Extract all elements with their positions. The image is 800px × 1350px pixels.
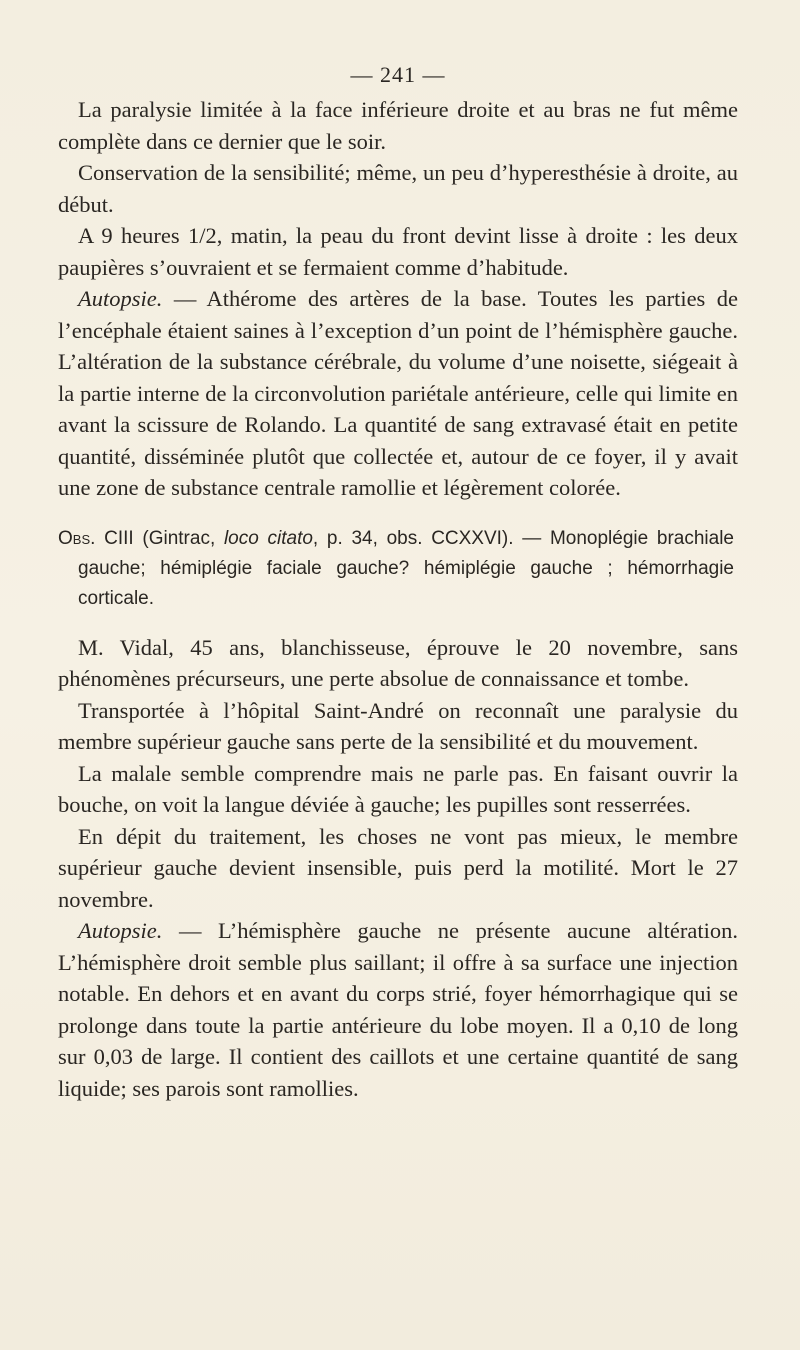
paragraph-autopsie-2 bbox=[58, 915, 738, 1104]
paragraph-vidal: M. Vidal, 45 ans, blanchisseuse, éprouve le 20 novembre, sans phénomènes précurseurs, une perte absolue de connaissance et tombe. bbox=[58, 634, 738, 691]
paragraph-autopsie-1 bbox=[58, 283, 738, 504]
autopsie-text: — Athérome des artères de la base. Toutes les parties de l’encéphale étaient saines à l’exception d’un point de l’hémisphère gauche. L’altération de la substance cérébrale, du volume d’une noisette, siégeait à la partie interne de la circonvolution pariétale antérieure, celle qui limite en avant la scissure de Rolando. La quantité de sang extravasé était en petite quantité, disséminée plutôt que collectée et, autour de ce foyer, il y avait une zone de substance centrale ramollie et légèrement colorée. bbox=[58, 286, 738, 500]
obs-ref-start: . CIII (Gintrac, bbox=[90, 527, 224, 549]
page-number: — 241 — bbox=[350, 62, 446, 87]
paragraph-malade: La malale semble comprendre mais ne parle pas. En faisant ouvrir la bouche, on voit la langue déviée à gauche; les pupilles sont resserrées. bbox=[58, 760, 738, 817]
paragraph-transportee: Transportée à l’hôpital Saint-André on reconnaît une paralysie du membre supérieur gauche sans perte de la sensibilité et du mouvement. bbox=[58, 697, 738, 754]
paragraph-conservation: Conservation de la sensibilité; même, un peu d’hyperesthésie à droite, au début. bbox=[58, 160, 738, 217]
autopsie-text-2: — L’hémisphère gauche ne présente aucune altération. L’hémisphère droit semble plus saillant; il offre à sa surface une injection notable. En dehors et en avant du corps strié, foyer hémorrhagique qui se prolonge dans toute la partie antérieure du lobe moyen. Il a 0,10 de long sur 0,03 de large. Il contient des caillots et une certaine quantité de sang liquide; ses parois sont ramollies. bbox=[58, 918, 738, 1101]
obs-label: Obs bbox=[58, 527, 91, 549]
paragraph-heures: A 9 heures 1/2, matin, la peau du front devint lisse à droite : les deux paupières s’ouvraient et se fermaient comme d’habitude. bbox=[58, 223, 738, 280]
paragraph-paralysie: La paralysie limitée à la face inférieure droite et au bras ne fut même complète dans ce dernier que le soir. bbox=[58, 97, 738, 154]
observation-heading bbox=[58, 524, 738, 614]
obs-ref-end: , p. 34, obs. CCXXVI). — Monoplégie brachiale gauche; hémiplégie faciale gauche? hémiplégie gauche ; hémorrhagie corticale. bbox=[78, 527, 735, 609]
paragraph-traitement: En dépit du traitement, les choses ne vont pas mieux, le membre supérieur gauche devient insensible, puis perd la motilité. Mort le 27 novembre. bbox=[58, 823, 738, 912]
autopsie-label-2: Autopsie. bbox=[78, 918, 163, 943]
autopsie-label: Autopsie. bbox=[78, 286, 163, 311]
obs-ref-italic: loco citato bbox=[223, 527, 313, 549]
